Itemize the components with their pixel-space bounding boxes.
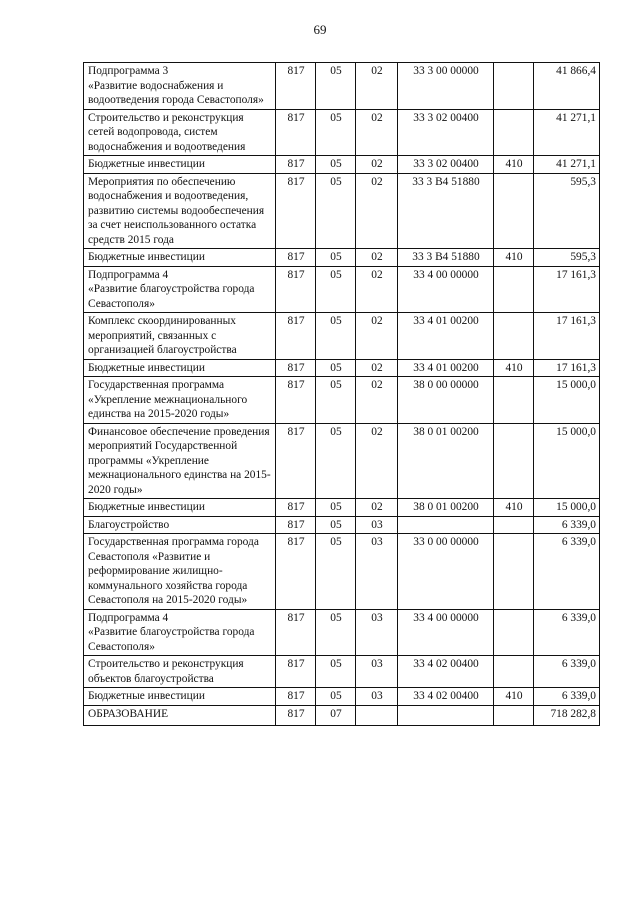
ministry-code: 817 [276, 109, 316, 156]
subsection-code: 03 [356, 516, 398, 534]
target-article-code: 33 3 В4 51880 [398, 173, 494, 249]
subsection-code: 02 [356, 173, 398, 249]
page-number: 69 [313, 22, 327, 37]
table-row [84, 423, 600, 499]
section-code: 05 [316, 173, 356, 249]
section-code: 05 [316, 266, 356, 313]
table-row [84, 705, 600, 725]
ministry-code: 817 [276, 377, 316, 424]
row-name: Государственная программа «Укрепление межнационального единства на 2015-2020 годы» [84, 377, 276, 424]
table-row [84, 173, 600, 249]
ministry-code: 817 [276, 656, 316, 688]
subsection-code: 02 [356, 377, 398, 424]
expense-type-code [494, 266, 534, 313]
row-name: Строительство и реконструкция сетей водопровода, систем водоснабжения и водоотведения [84, 109, 276, 156]
amount: 41 271,1 [534, 109, 600, 156]
expense-type-code: 410 [494, 688, 534, 706]
table-row [84, 313, 600, 360]
table-row [84, 499, 600, 517]
ministry-code: 817 [276, 173, 316, 249]
ministry-code: 817 [276, 156, 316, 174]
subsection-code: 03 [356, 609, 398, 656]
section-code: 05 [316, 313, 356, 360]
amount: 595,3 [534, 173, 600, 249]
amount: 41 271,1 [534, 156, 600, 174]
expense-type-code: 410 [494, 249, 534, 267]
table-row [84, 609, 600, 656]
expense-type-code [494, 705, 534, 725]
section-code: 05 [316, 377, 356, 424]
row-name: Бюджетные инвестиции [84, 249, 276, 267]
budget-table [83, 62, 600, 726]
row-name: Мероприятия по обеспечению водоснабжения и водоотведения, развитию системы водообеспечения за счет неиспользованного остатка средств 2015 года [84, 173, 276, 249]
amount: 6 339,0 [534, 688, 600, 706]
subsection-code: 02 [356, 359, 398, 377]
expense-type-code [494, 516, 534, 534]
target-article-code: 33 3 02 00400 [398, 109, 494, 156]
table-row [84, 109, 600, 156]
row-name: Бюджетные инвестиции [84, 359, 276, 377]
ministry-code: 817 [276, 63, 316, 110]
table-row [84, 534, 600, 610]
expense-type-code: 410 [494, 499, 534, 517]
section-code: 05 [316, 156, 356, 174]
section-code: 05 [316, 534, 356, 610]
row-name: ОБРАЗОВАНИЕ [84, 705, 276, 725]
subsection-code: 02 [356, 156, 398, 174]
subsection-code: 02 [356, 266, 398, 313]
table-row [84, 156, 600, 174]
row-name: Благоустройство [84, 516, 276, 534]
table-row [84, 656, 600, 688]
row-name: Финансовое обеспечение проведения мероприятий Государственной программы «Укрепление межнационального единства на 2015-2020 годы» [84, 423, 276, 499]
amount: 595,3 [534, 249, 600, 267]
expense-type-code [494, 377, 534, 424]
ministry-code: 817 [276, 266, 316, 313]
amount: 17 161,3 [534, 266, 600, 313]
amount: 6 339,0 [534, 534, 600, 610]
table-row [84, 516, 600, 534]
target-article-code: 33 4 01 00200 [398, 359, 494, 377]
ministry-code: 817 [276, 688, 316, 706]
section-code: 05 [316, 423, 356, 499]
target-article-code: 33 4 01 00200 [398, 313, 494, 360]
ministry-code: 817 [276, 609, 316, 656]
section-code: 05 [316, 609, 356, 656]
target-article-code: 33 0 00 00000 [398, 534, 494, 610]
section-code: 05 [316, 499, 356, 517]
target-article-code: 33 3 02 00400 [398, 156, 494, 174]
amount: 17 161,3 [534, 313, 600, 360]
table-row [84, 688, 600, 706]
ministry-code: 817 [276, 705, 316, 725]
subsection-code: 02 [356, 249, 398, 267]
amount: 41 866,4 [534, 63, 600, 110]
ministry-code: 817 [276, 249, 316, 267]
subsection-code: 02 [356, 63, 398, 110]
target-article-code: 38 0 00 00000 [398, 377, 494, 424]
section-code: 05 [316, 359, 356, 377]
subsection-code [356, 705, 398, 725]
target-article-code: 33 4 02 00400 [398, 656, 494, 688]
amount: 17 161,3 [534, 359, 600, 377]
row-name: Бюджетные инвестиции [84, 499, 276, 517]
table-row [84, 377, 600, 424]
row-name: Подпрограмма 4 «Развитие благоустройства города Севастополя» [84, 609, 276, 656]
expense-type-code [494, 63, 534, 110]
section-code: 07 [316, 705, 356, 725]
expense-type-code: 410 [494, 156, 534, 174]
expense-type-code: 410 [494, 359, 534, 377]
amount: 6 339,0 [534, 656, 600, 688]
subsection-code: 03 [356, 534, 398, 610]
row-name: Бюджетные инвестиции [84, 156, 276, 174]
section-code: 05 [316, 109, 356, 156]
expense-type-code [494, 109, 534, 156]
amount: 15 000,0 [534, 423, 600, 499]
amount: 6 339,0 [534, 609, 600, 656]
subsection-code: 03 [356, 656, 398, 688]
row-name: Подпрограмма 4 «Развитие благоустройства города Севастополя» [84, 266, 276, 313]
amount: 15 000,0 [534, 499, 600, 517]
expense-type-code [494, 609, 534, 656]
amount: 6 339,0 [534, 516, 600, 534]
subsection-code: 02 [356, 499, 398, 517]
table-row [84, 249, 600, 267]
ministry-code: 817 [276, 499, 316, 517]
row-name: Строительство и реконструкция объектов благоустройства [84, 656, 276, 688]
subsection-code: 03 [356, 688, 398, 706]
row-name: Комплекс скоординированных мероприятий, связанных с организацией благоустройства [84, 313, 276, 360]
subsection-code: 02 [356, 423, 398, 499]
target-article-code: 33 4 00 00000 [398, 266, 494, 313]
amount: 15 000,0 [534, 377, 600, 424]
section-code: 05 [316, 688, 356, 706]
row-name: Государственная программа города Севастополя «Развитие и реформирование жилищно-коммунального хозяйства города Севастополя на 2015-2020 годы» [84, 534, 276, 610]
expense-type-code [494, 534, 534, 610]
ministry-code: 817 [276, 359, 316, 377]
subsection-code: 02 [356, 109, 398, 156]
target-article-code: 33 3 В4 51880 [398, 249, 494, 267]
section-code: 05 [316, 516, 356, 534]
target-article-code: 38 0 01 00200 [398, 499, 494, 517]
target-article-code: 33 4 00 00000 [398, 609, 494, 656]
ministry-code: 817 [276, 313, 316, 360]
target-article-code [398, 705, 494, 725]
subsection-code: 02 [356, 313, 398, 360]
expense-type-code [494, 423, 534, 499]
expense-type-code [494, 313, 534, 360]
row-name: Бюджетные инвестиции [84, 688, 276, 706]
ministry-code: 817 [276, 516, 316, 534]
section-code: 05 [316, 656, 356, 688]
amount: 718 282,8 [534, 705, 600, 725]
section-code: 05 [316, 63, 356, 110]
table-row [84, 63, 600, 110]
table-row [84, 359, 600, 377]
target-article-code: 38 0 01 00200 [398, 423, 494, 499]
ministry-code: 817 [276, 534, 316, 610]
table-row [84, 266, 600, 313]
target-article-code [398, 516, 494, 534]
expense-type-code [494, 656, 534, 688]
expense-type-code [494, 173, 534, 249]
section-code: 05 [316, 249, 356, 267]
target-article-code: 33 3 00 00000 [398, 63, 494, 110]
ministry-code: 817 [276, 423, 316, 499]
row-name: Подпрограмма 3 «Развитие водоснабжения и водоотведения города Севастополя» [84, 63, 276, 110]
target-article-code: 33 4 02 00400 [398, 688, 494, 706]
